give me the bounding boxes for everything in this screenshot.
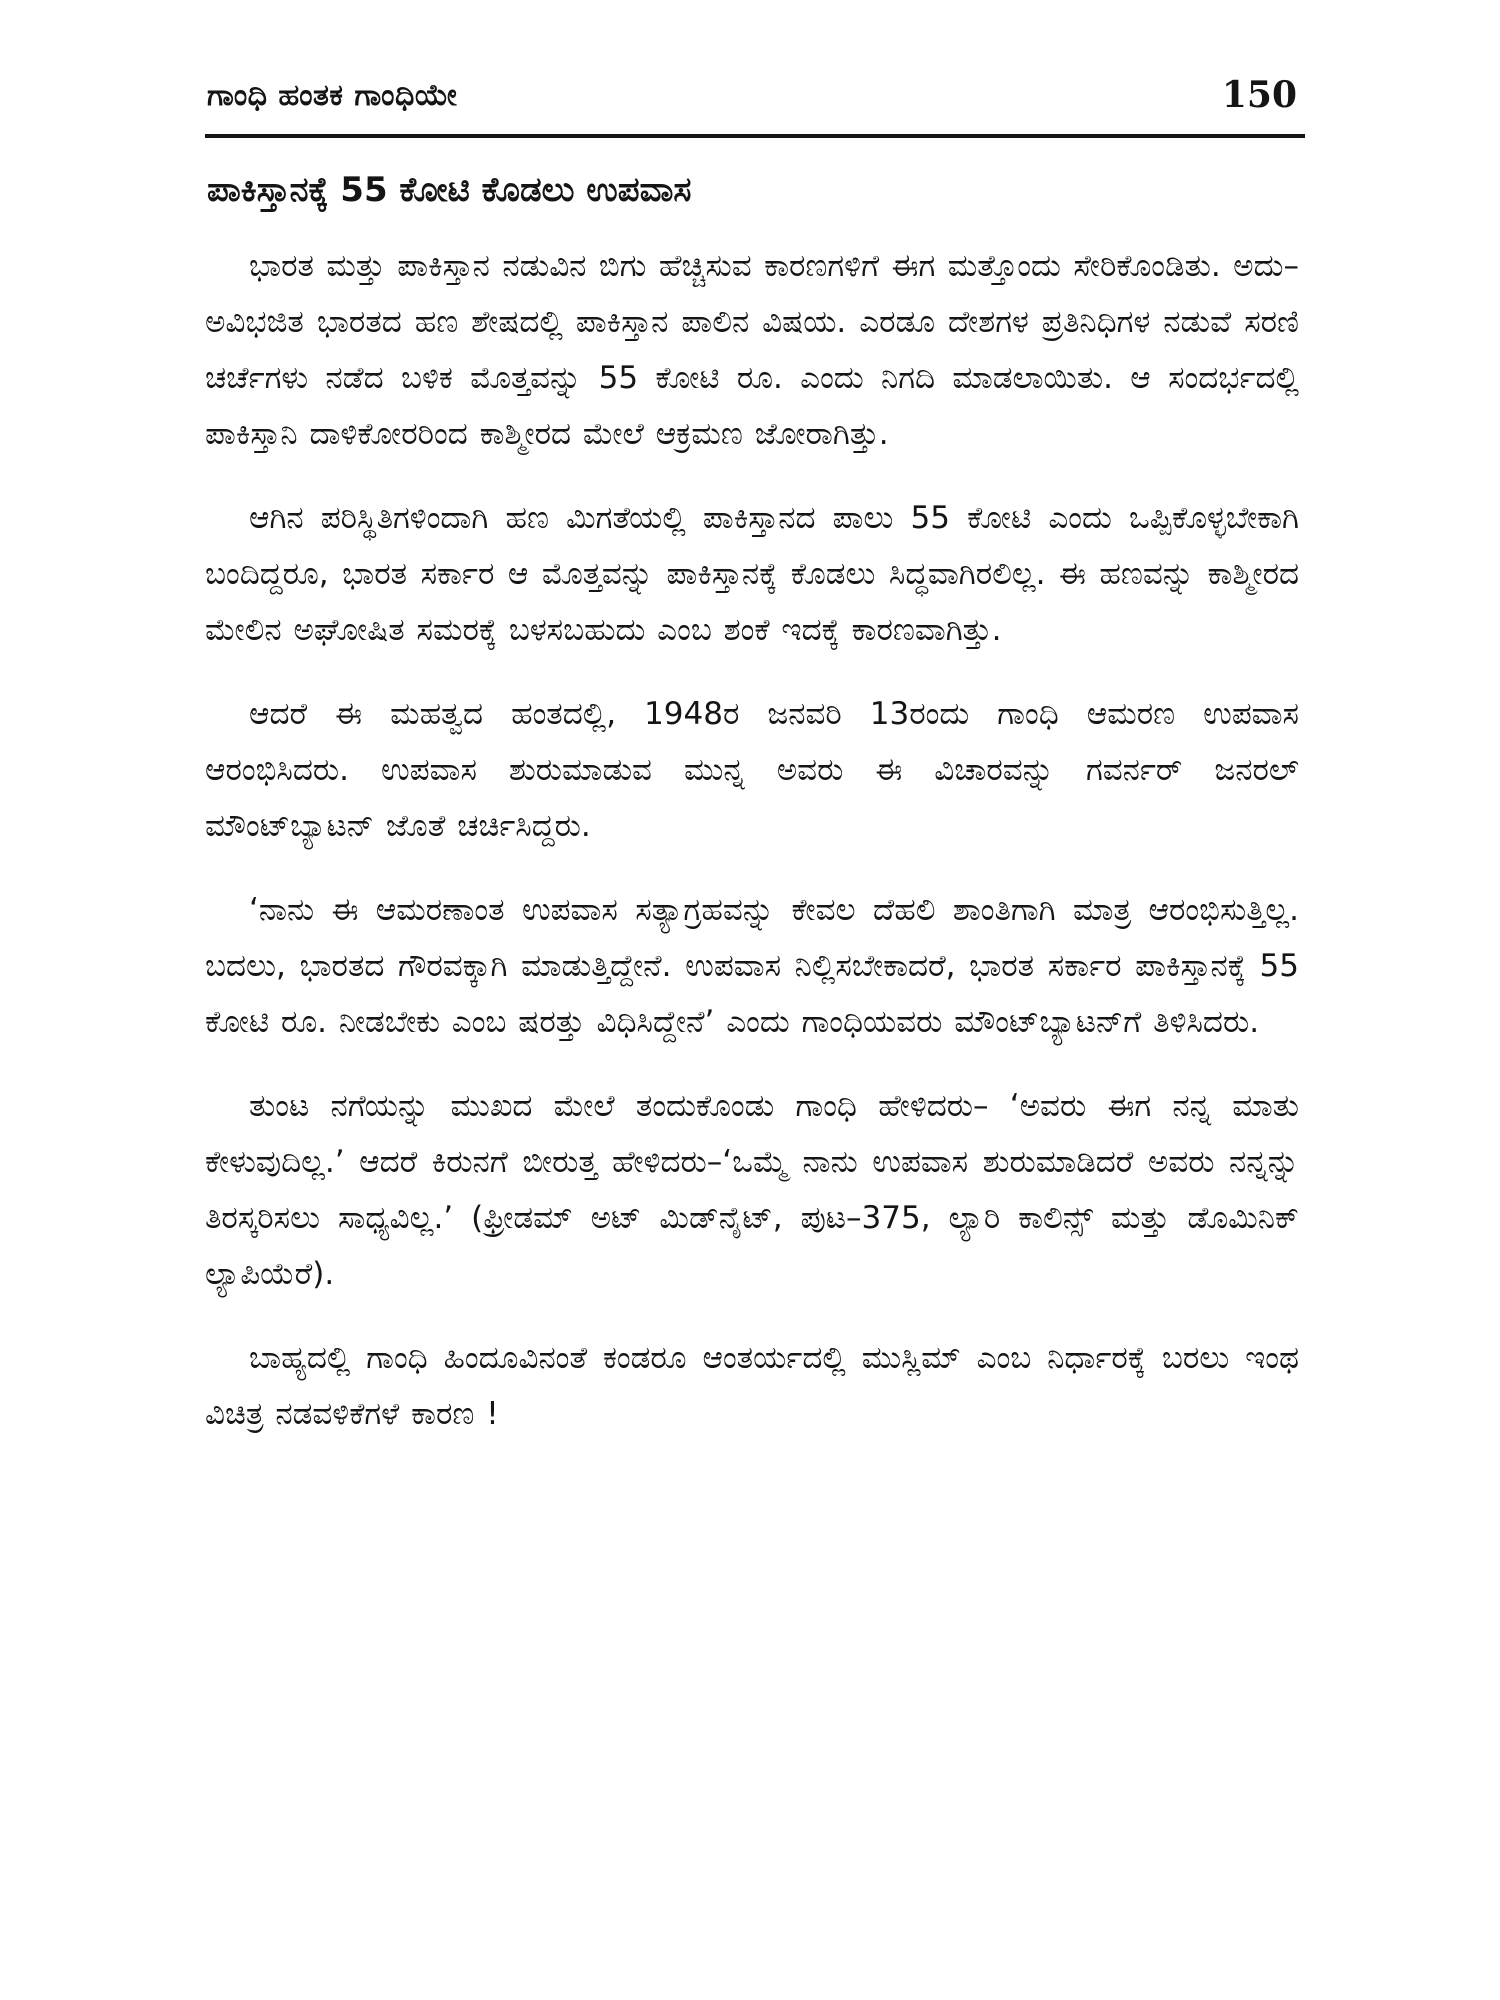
header-rule <box>205 134 1305 138</box>
paragraph-2: ಆಗಿನ ಪರಿಸ್ಥಿತಿಗಳಿಂದಾಗಿ ಹಣ ಮಿಗತೆಯಲ್ಲಿ ಪಾಕಿಸ್ತಾನದ ಪಾಲು 55 ಕೋಟಿ ಎಂದು ಒಪ್ಪಿಕೊಳ್ಳಬೇಕಾಗಿ ಬಂದಿದ್ದರೂ, ಭಾರತ ಸರ್ಕಾರ ಆ ಮೊತ್ತವನ್ನು ಪಾಕಿಸ್ತಾನಕ್ಕೆ ಕೊಡಲು ಸಿದ್ಧವಾಗಿರಲಿಲ್ಲ. ಈ ಹಣವನ್ನು ಕಾಶ್ಮೀರದ ಮೇಲಿನ ಅಘೋಷಿತ ಸಮರಕ್ಕೆ ಬಳಸಬಹುದು ಎಂಬ ಶಂಕೆ ಇದಕ್ಕೆ ಕಾರಣವಾಗಿತ್ತು. <box>205 500 1299 648</box>
page-number: 150 <box>1221 74 1297 116</box>
paragraph-4: ‘ನಾನು ಈ ಆಮರಣಾಂತ ಉಪವಾಸ ಸತ್ಯಾಗ್ರಹವನ್ನು ಕೇವಲ ದೆಹಲಿ ಶಾಂತಿಗಾಗಿ ಮಾತ್ರ ಆರಂಭಿಸುತ್ತಿಲ್ಲ. ಬದಲು, ಭಾರತದ ಗೌರವಕ್ಕಾಗಿ ಮಾಡುತ್ತಿದ್ದೇನೆ. ಉಪವಾಸ ನಿಲ್ಲಿಸಬೇಕಾದರೆ, ಭಾರತ ಸರ್ಕಾರ ಪಾಕಿಸ್ತಾನಕ್ಕೆ 55 ಕೋಟಿ ರೂ. ನೀಡಬೇಕು ಎಂಬ ಷರತ್ತು ವಿಧಿಸಿದ್ದೇನೆ’ ಎಂದು ಗಾಂಧಿಯವರು ಮೌಂಟ್‌ಬ್ಯಾಟನ್‌ಗೆ ತಿಳಿಸಿದರು. <box>205 892 1299 1040</box>
paragraph-1: ಭಾರತ ಮತ್ತು ಪಾಕಿಸ್ತಾನ ನಡುವಿನ ಬಿಗು ಹೆಚ್ಚಿಸುವ ಕಾರಣಗಳಿಗೆ ಈಗ ಮತ್ತೊಂದು ಸೇರಿಕೊಂಡಿತು. ಅದು–ಅವಿಭಜಿತ ಭಾರತದ ಹಣ ಶೇಷದಲ್ಲಿ ಪಾಕಿಸ್ತಾನ ಪಾಲಿನ ವಿಷಯ. ಎರಡೂ ದೇಶಗಳ ಪ್ರತಿನಿಧಿಗಳ ನಡುವೆ ಸರಣಿ ಚರ್ಚೆಗಳು ನಡೆದ ಬಳಿಕ ಮೊತ್ತವನ್ನು 55 ಕೋಟಿ ರೂ. ಎಂದು ನಿಗದಿ ಮಾಡಲಾಯಿತು. ಆ ಸಂದರ್ಭದಲ್ಲಿ ಪಾಕಿಸ್ತಾನಿ ದಾಳಿಕೋರರಿಂದ ಕಾಶ್ಮೀರದ ಮೇಲೆ ಆಕ್ರಮಣ ಜೋರಾಗಿತ್ತು. <box>205 248 1299 452</box>
running-header <box>205 70 1305 132</box>
section-heading: ಪಾಕಿಸ್ತಾನಕ್ಕೆ 55 ಕೋಟಿ ಕೊಡಲು ಉಪವಾಸ <box>207 170 692 210</box>
book-page <box>205 70 1305 1950</box>
paragraph-5: ತುಂಟ ನಗೆಯನ್ನು ಮುಖದ ಮೇಲೆ ತಂದುಕೊಂಡು ಗಾಂಧಿ ಹೇಳಿದರು– ‘ಅವರು ಈಗ ನನ್ನ ಮಾತು ಕೇಳುವುದಿಲ್ಲ.’ ಆದರೆ ಕಿರುನಗೆ ಬೀರುತ್ತ ಹೇಳಿದರು–‘ಒಮ್ಮೆ ನಾನು ಉಪವಾಸ ಶುರುಮಾಡಿದರೆ ಅವರು ನನ್ನನ್ನು ತಿರಸ್ಕರಿಸಲು ಸಾಧ್ಯವಿಲ್ಲ.’ (ಫ್ರೀಡಮ್ ಅಟ್ ಮಿಡ್‌ನೈಟ್, ಪುಟ–375, ಲ್ಯಾರಿ ಕಾಲಿನ್ಸ್ ಮತ್ತು ಡೊಮಿನಿಕ್ ಲ್ಯಾಪಿಯೆರೆ). <box>205 1088 1299 1292</box>
running-title: ಗಾಂಧಿ ಹಂತಕ ಗಾಂಧಿಯೇ <box>207 78 458 113</box>
paragraph-6: ಬಾಹ್ಯದಲ್ಲಿ ಗಾಂಧಿ ಹಿಂದೂವಿನಂತೆ ಕಂಡರೂ ಆಂತರ್ಯದಲ್ಲಿ ಮುಸ್ಲಿಮ್ ಎಂಬ ನಿರ್ಧಾರಕ್ಕೆ ಬರಲು ಇಂಥ ವಿಚಿತ್ರ ನಡವಳಿಕೆಗಳೆ ಕಾರಣ ! <box>205 1340 1299 1432</box>
paragraph-3: ಆದರೆ ಈ ಮಹತ್ವದ ಹಂತದಲ್ಲಿ, 1948ರ ಜನವರಿ 13ರಂದು ಗಾಂಧಿ ಆಮರಣ ಉಪವಾಸ ಆರಂಭಿಸಿದರು. ಉಪವಾಸ ಶುರುಮಾಡುವ ಮುನ್ನ ಅವರು ಈ ವಿಚಾರವನ್ನು ಗವರ್ನರ್ ಜನರಲ್ ಮೌಂಟ್‌ಬ್ಯಾಟನ್ ಜೊತೆ ಚರ್ಚಿಸಿದ್ದರು. <box>205 696 1299 844</box>
